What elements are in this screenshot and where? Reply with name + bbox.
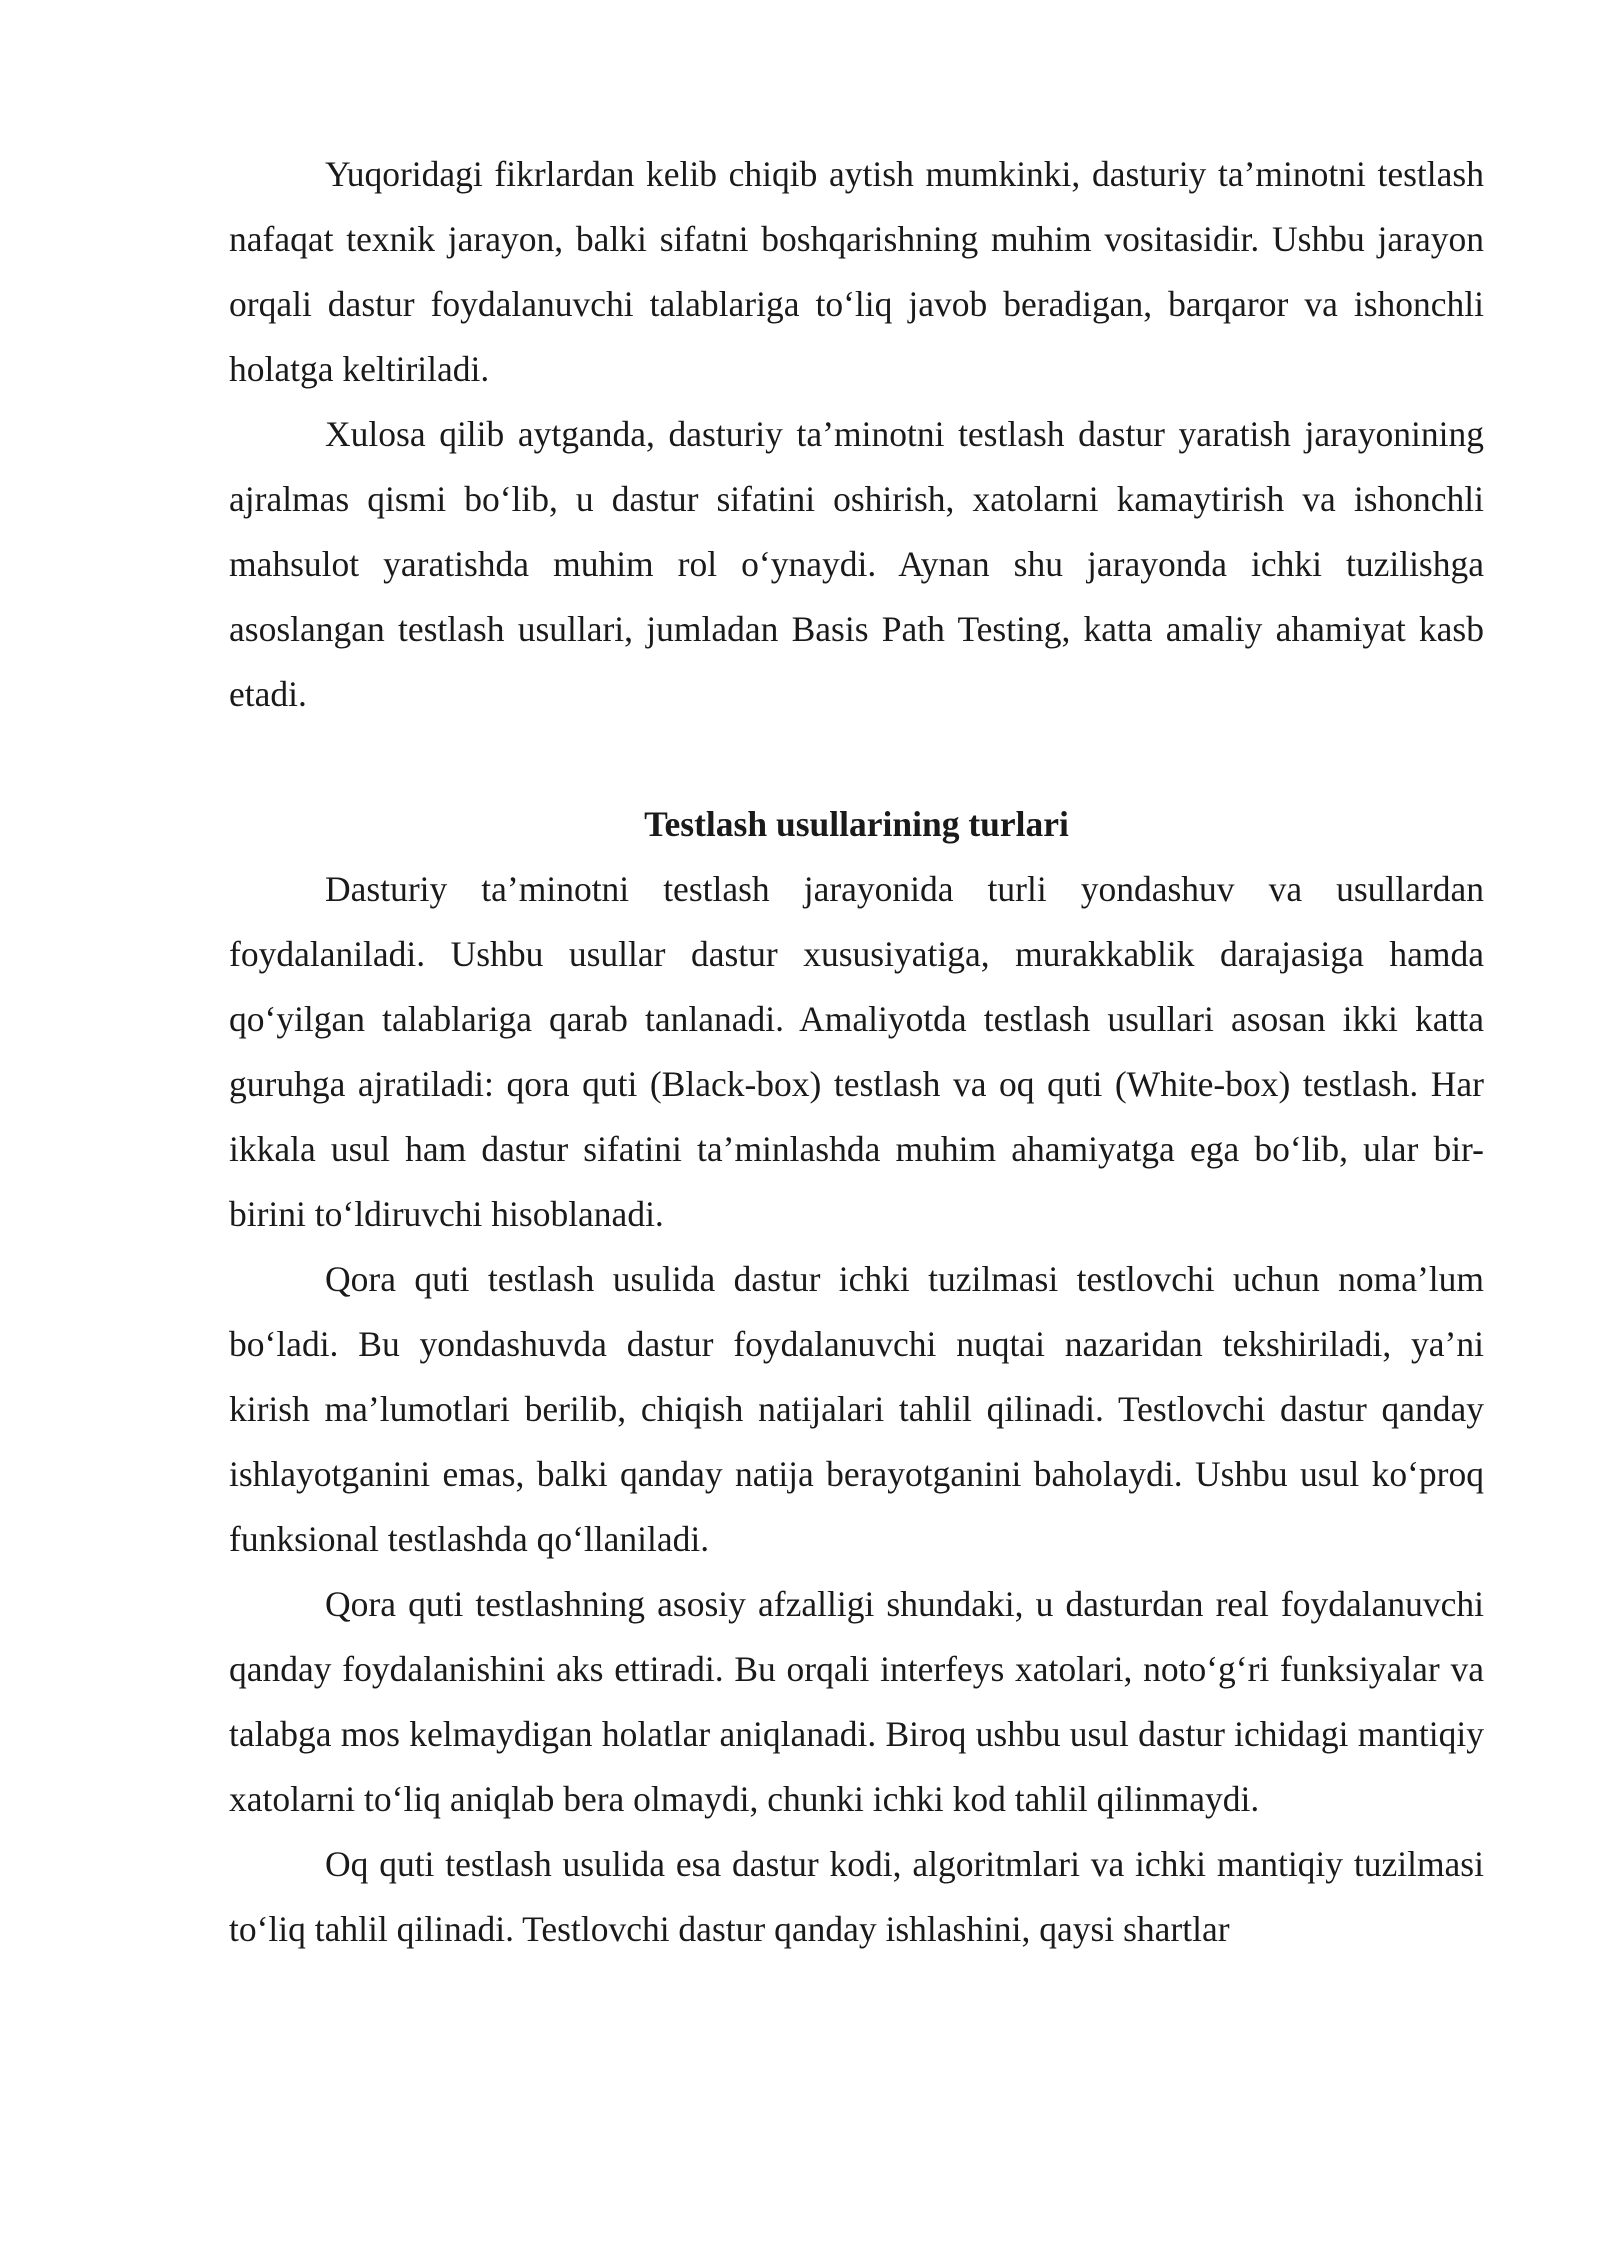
section-heading: Testlash usullarining turlari xyxy=(644,804,1069,844)
paragraph-black-box-advantages: Qora quti testlashning asosiy afzalligi shundaki, u dasturdan real foydalanuvchi qanday foydalanishini aks ettiradi. Bu orqali interfeys xatolari, noto‘g‘ri funksiyalar va talabga mos kelmaydigan holatlar aniqlanadi. Biroq ushbu usul dastur ichidagi mantiqiy xatolarni to‘liq aniqlab bera olmaydi, chunki ichki kod tahlil qilinmaydi. xyxy=(229,1584,1484,1819)
paragraph-conclusion-2: Xulosa qilib aytganda, dasturiy ta’minotni testlash dastur yaratish jarayonining ajralmas qismi bo‘lib, u dastur sifatini oshirish, xatolarni kamaytirish va ishonchli mahsulot yaratishda muhim rol o‘ynaydi. Aynan shu jarayonda ichki tuzilishga asoslangan testlash usullari, jumladan Basis Path Testing, katta amaliy ahamiyat kasb etadi. xyxy=(229,414,1484,714)
paragraph-black-box-definition: Qora quti testlash usulida dastur ichki tuzilmasi testlovchi uchun noma’lum bo‘ladi. Bu yondashuvda dastur foydalanuvchi nuqtai nazaridan tekshiriladi, ya’ni kirish ma’lumotlari berilib, chiqish natijalari tahlil qilinadi. Testlovchi dastur qanday ishlayotganini emas, balki qanday natija berayotganini baholaydi. Ushbu usul ko‘proq funksional testlashda qo‘llaniladi. xyxy=(229,1259,1484,1559)
paragraph-conclusion-1: Yuqoridagi fikrlardan kelib chiqib aytish mumkinki, dasturiy ta’minotni testlash nafaqat texnik jarayon, balki sifatni boshqarishning muhim vositasidir. Ushbu jarayon orqali dastur foydalanuvchi talablariga to‘liq javob beradigan, barqaror va ishonchli holatga keltiriladi. xyxy=(229,154,1484,389)
paragraph-white-box-definition: Oq quti testlash usulida esa dastur kodi, algoritmlari va ichki mantiqiy tuzilmasi to‘liq tahlil qilinadi. Testlovchi dastur qanday ishlashini, qaysi shartlar xyxy=(229,1844,1484,1949)
section-spacer xyxy=(229,727,1484,792)
page-body xyxy=(229,142,1484,1962)
paragraph-testing-methods-intro: Dasturiy ta’minotni testlash jarayonida turli yondashuv va usullardan foydalaniladi. Ushbu usullar dastur xususiyatiga, murakkablik darajasiga hamda qo‘yilgan talablariga qarab tanlanadi. Amaliyotda testlash usullari asosan ikki katta guruhga ajratiladi: qora quti (Black-box) testlash va oq quti (White-box) testlash. Har ikkala usul ham dastur sifatini ta’minlashda muhim ahamiyatga ega bo‘lib, ular bir-birini to‘ldiruvchi hisoblanadi. xyxy=(229,869,1484,1234)
